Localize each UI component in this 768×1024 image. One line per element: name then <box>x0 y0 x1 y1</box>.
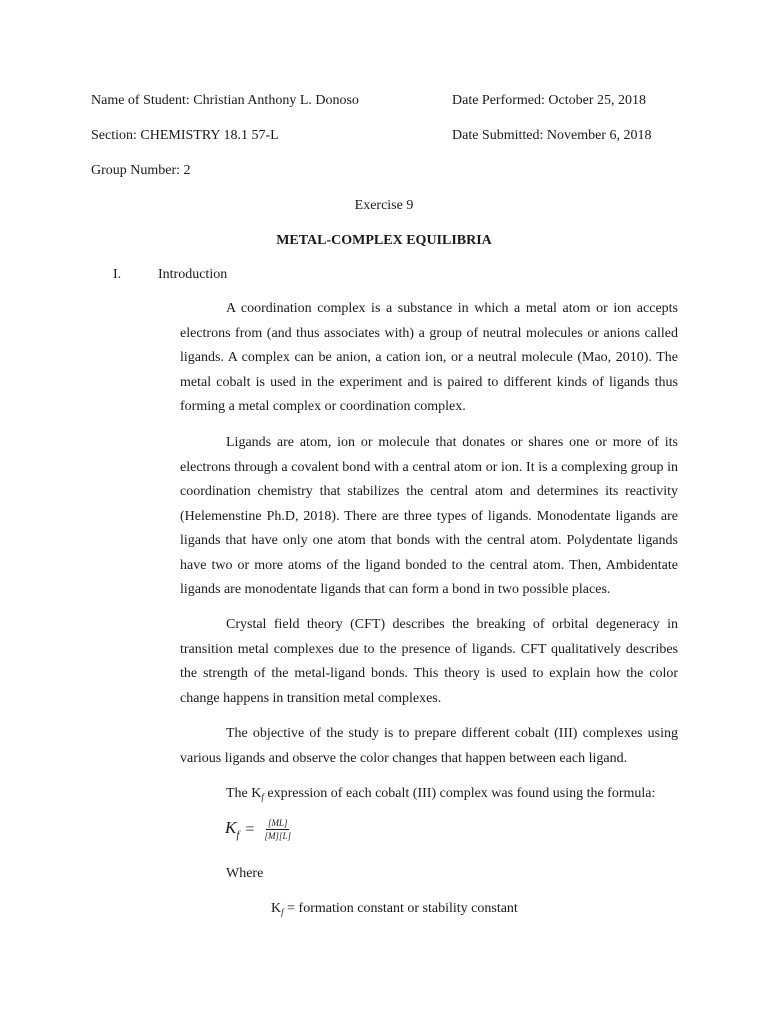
paragraph-text: A coordination complex is a substance in which a metal atom or ion accepts electrons from (and thus associates with) a group of neutral molecules or anions called ligands. A complex can be anion, a cation ion, or a neutral molecule (Mao, 2010). The metal cobalt is used in the experiment and is paired to different kinds of ligands thus forming a metal complex or coordination complex. <box>180 301 678 414</box>
formula-k-subscript: f <box>236 829 240 841</box>
exercise-label: Exercise 9 <box>354 198 414 213</box>
paragraph-coordination-complex <box>180 297 678 420</box>
formation-constant-formula <box>225 818 293 841</box>
where-label: Where <box>226 866 264 881</box>
kf-definition <box>271 900 518 921</box>
paragraph-objective <box>180 722 678 771</box>
paragraph-text: Ligands are atom, ion or molecule that donates or shares one or more of its electrons through a covalent bond with a central atom or ion. It is a complexing group in coordination chemistry that stabilizes the central atom and determines its reactivity (Helemenstine Ph.D, 2018). There are three types of ligands. Monodentate ligands are ligands that have only one atom that bonds with the central atom. Polydentate ligands have two or more atoms of the ligand bonded to the central atom. Then, Ambidentate ligands are monodentate ligands that can form a bond in two possible places. <box>180 435 678 597</box>
paragraph-crystal-field-theory <box>180 613 678 711</box>
definition-subscript: f <box>281 907 284 917</box>
formula-numerator: [ML] <box>267 818 288 828</box>
formula-lhs <box>225 818 239 841</box>
section-numeral: I. <box>113 267 122 282</box>
definition-text: = formation constant or stability constant <box>283 901 518 916</box>
kf-line-before: The K <box>226 786 262 801</box>
section-heading: Introduction <box>158 267 228 282</box>
kf-line-subscript: f <box>261 792 264 802</box>
document-title: METAL-COMPLEX EQUILIBRIA <box>276 233 492 248</box>
section-label: Section: CHEMISTRY 18.1 57-L <box>91 128 279 143</box>
formula-equals: = <box>245 820 255 838</box>
group-number: Group Number: 2 <box>91 163 191 178</box>
kf-expression-line <box>226 785 655 806</box>
student-name: Name of Student: Christian Anthony L. Donoso <box>91 93 359 108</box>
kf-line-after: expression of each cobalt (III) complex was found using the formula: <box>263 786 656 801</box>
formula-k: K <box>225 818 237 837</box>
formula-denominator: [M][L] <box>264 831 291 841</box>
formula-fraction <box>262 818 293 841</box>
date-performed: Date Performed: October 25, 2018 <box>452 93 646 108</box>
date-submitted: Date Submitted: November 6, 2018 <box>452 128 652 143</box>
paragraph-ligands <box>180 431 678 603</box>
definition-symbol: K <box>271 901 282 916</box>
paragraph-text: Crystal field theory (CFT) describes the breaking of orbital degeneracy in transition metal complexes due to the presence of ligands. CFT qualitatively describes the strength of the metal-ligand bonds. This theory is used to explain how the color change happens in transition metal complexes. <box>180 617 678 706</box>
paragraph-text: The objective of the study is to prepare different cobalt (III) complexes using various ligands and observe the color changes that happen between each ligand. <box>180 726 678 766</box>
